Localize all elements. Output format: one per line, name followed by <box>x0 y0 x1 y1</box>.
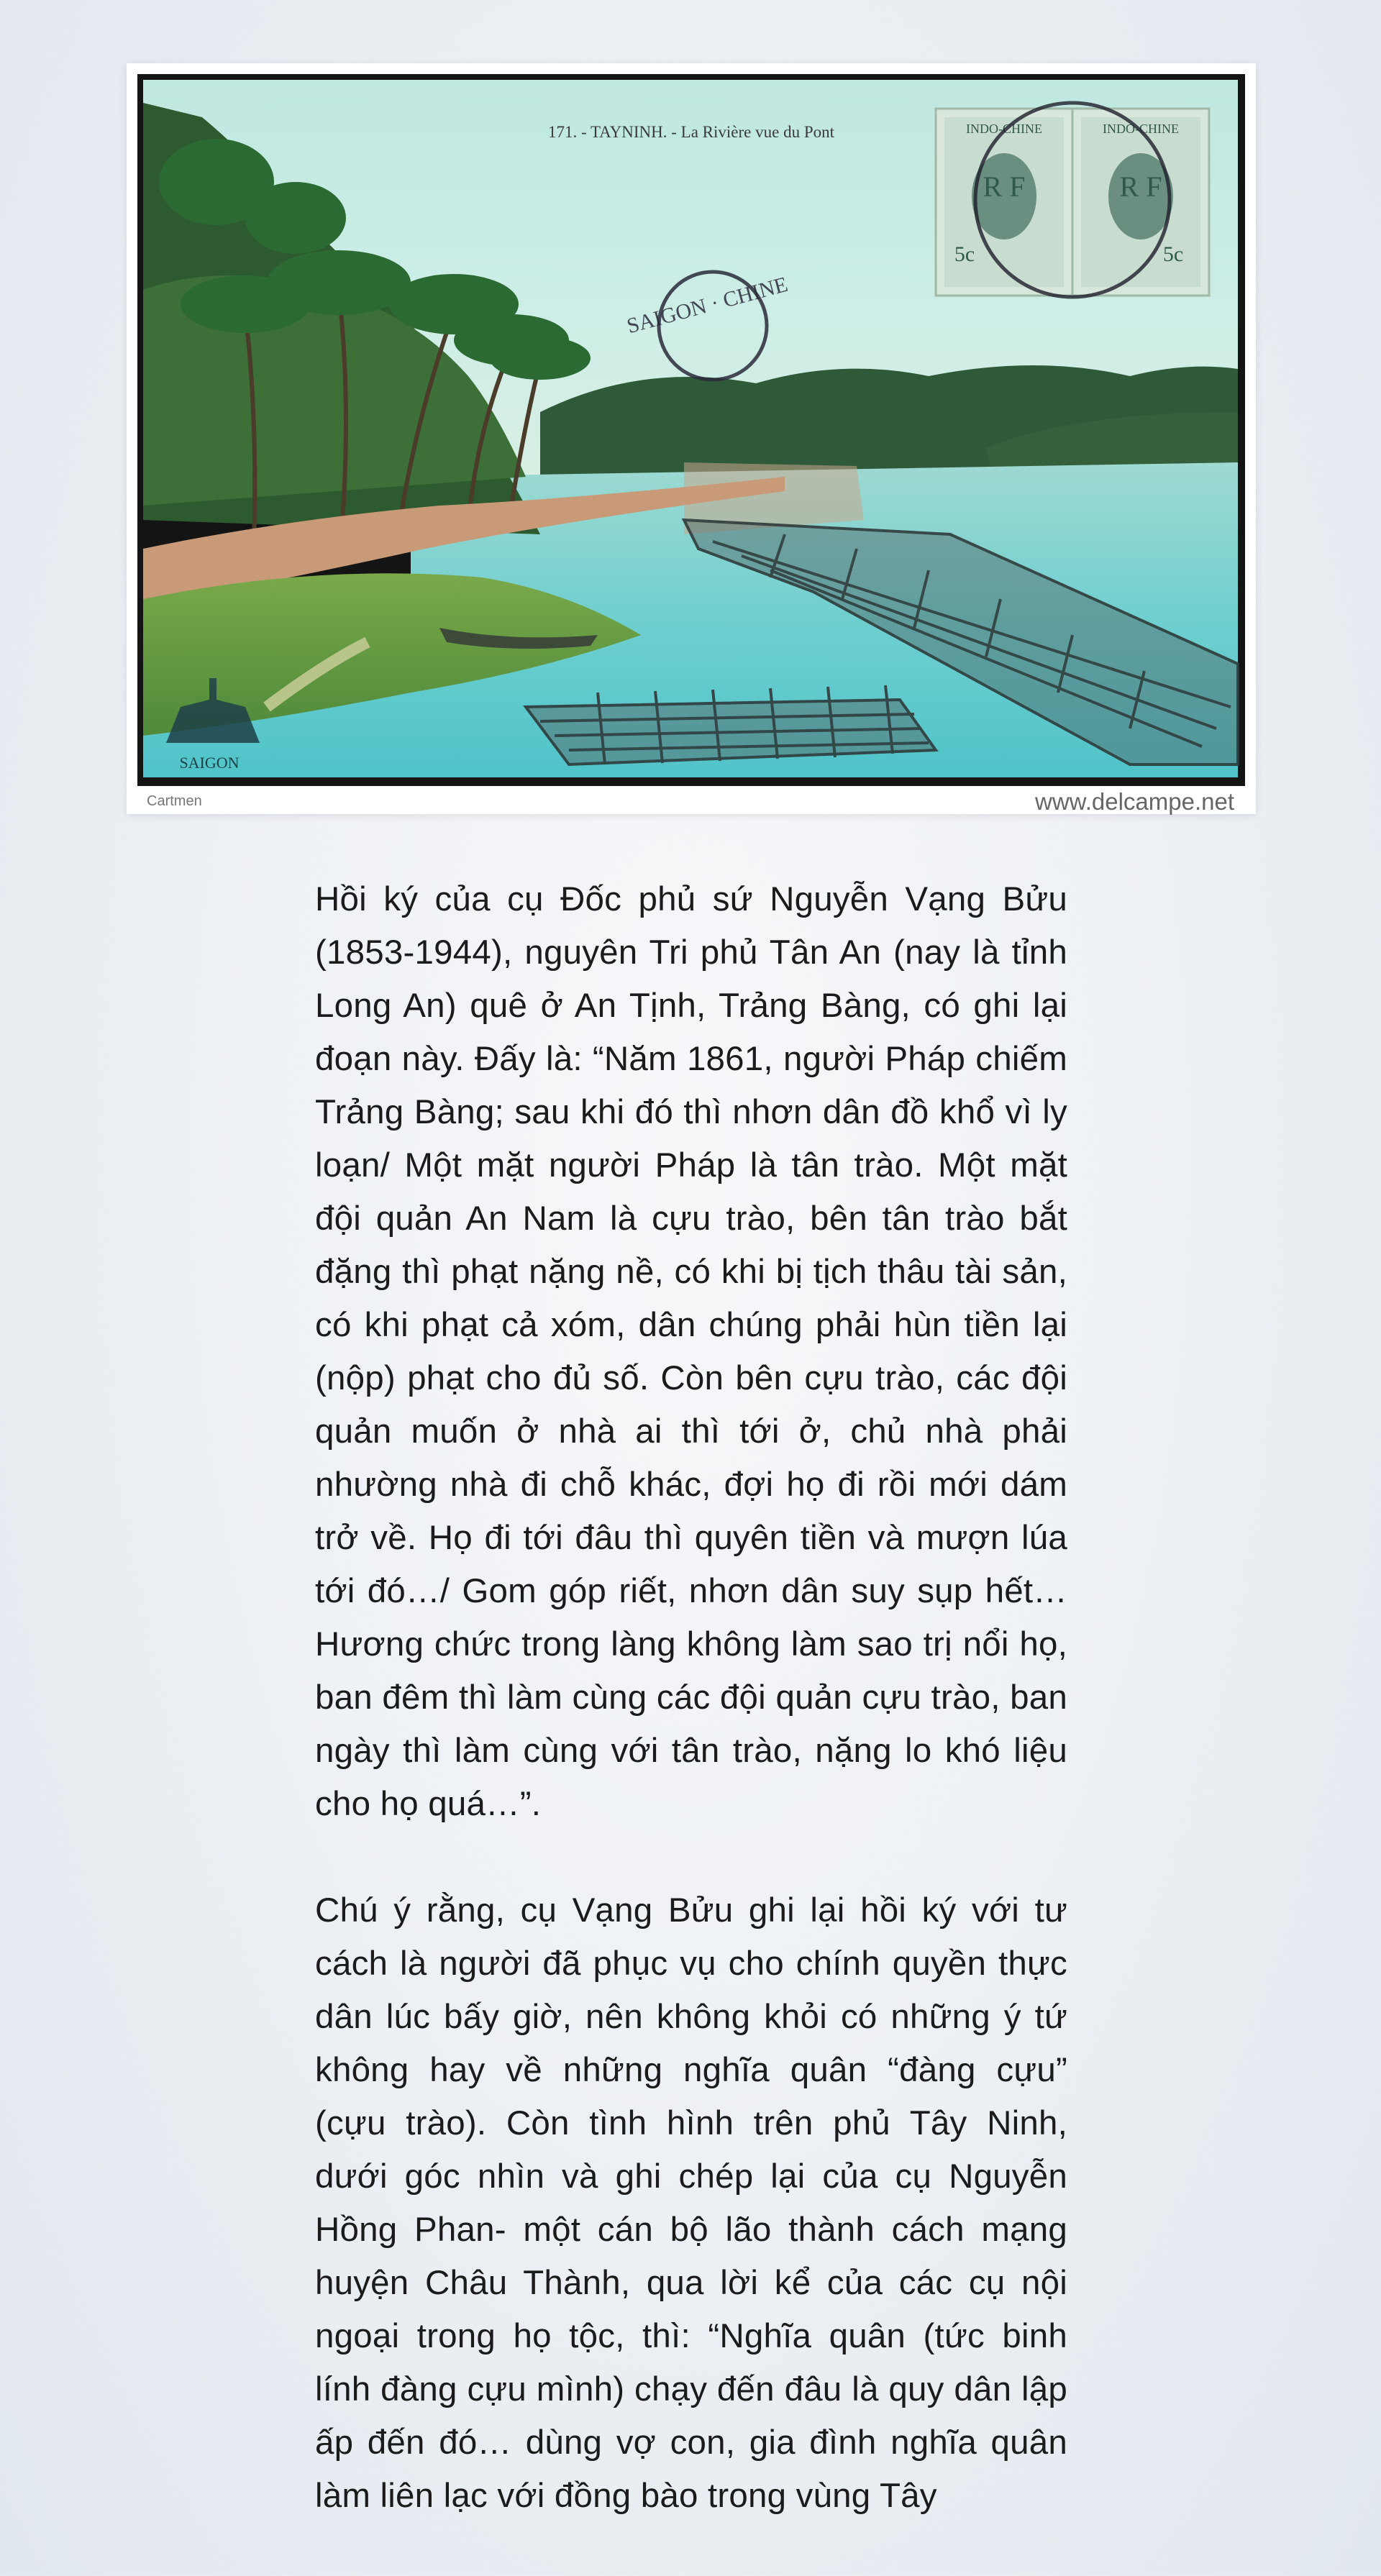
svg-text:5c: 5c <box>1162 242 1184 266</box>
article-body <box>315 873 1067 2576</box>
article-paragraph: Hồi ký của cụ Đốc phủ sứ Nguyễn Vạng Bửu (1853-1944), nguyên Tri phủ Tân An (nay là tỉnh Long An) quê ở An Tịnh, Trảng Bàng, có ghi lại đoạn này. Đấy là: “Năm 1861, người Pháp chiếm Trảng Bàng; sau khi đó thì nhơn dân đồ khổ vì ly loạn/ Một mặt người Pháp là tân trào. Một mặt đội quản An Nam là cựu trào, bên tân trào bắt đặng thì phạt nặng nề, có khi bị tịch thâu tài sản, có khi phạt cả xóm, dân chúng phải hùn tiền lại (nộp) phạt cho đủ số. Còn bên cựu trào, các đội quản muốn ở nhà ai thì tới ở, chủ nhà phải nhường nhà đi chỗ khác, đợi họ đi rồi mới dám trở về. Họ đi tới đâu thì quyên tiền và mượn lúa tới đó…/ Gom góp riết, nhơn dân suy sụp hết… Hương chức trong làng không làm sao trị nổi họ, ban đêm thì làm cùng các đội quản cựu trào, ban ngày thì làm cùng với tân trào, nặng lo khó liệu cho họ quá…”. <box>315 880 1067 1823</box>
credit-left: Cartmen <box>147 793 202 809</box>
svg-text:R F: R F <box>983 170 1026 203</box>
svg-text:INDO-CHINE: INDO-CHINE <box>966 122 1042 136</box>
postcard-photo <box>137 74 1245 786</box>
svg-text:INDO-CHINE: INDO-CHINE <box>1103 122 1179 136</box>
svg-text:R F: R F <box>1119 170 1162 203</box>
postcard-image-frame <box>127 63 1256 814</box>
article-paragraph: Chú ý rằng, cụ Vạng Bửu ghi lại hồi ký với tư cách là người đã phục vụ cho chính quyền thực dân lúc bấy giờ, nên không khỏi có những ý tứ không hay về những nghĩa quân “đàng cựu” (cựu trào). Còn tình hình trên phủ Tây Ninh, dưới góc nhìn và ghi chép lại của cụ Nguyễn Hồng Phan- một cán bộ lão thành cách mạng huyện Châu Thành, qua lời kể của các cụ nội ngoại trong họ tộc, thì: “Nghĩa quân (tức binh lính đàng cựu mình) chạy đến đâu là quy dân lập ấp đến đó… dùng vợ con, gia đình nghĩa quân làm liên lạc với đồng bào trong vùng Tây <box>315 1891 1067 2515</box>
credit-watermark: www.delcampe.net <box>1035 788 1234 815</box>
svg-text:5c: 5c <box>954 242 975 266</box>
postcard-caption: 171. - TAYNINH. - La Rivière vue du Pont <box>547 123 835 141</box>
postmark: SAIGON · CHINE <box>624 272 790 339</box>
postcard-illustration <box>137 74 1245 786</box>
svg-text:SAIGON: SAIGON <box>179 754 240 772</box>
